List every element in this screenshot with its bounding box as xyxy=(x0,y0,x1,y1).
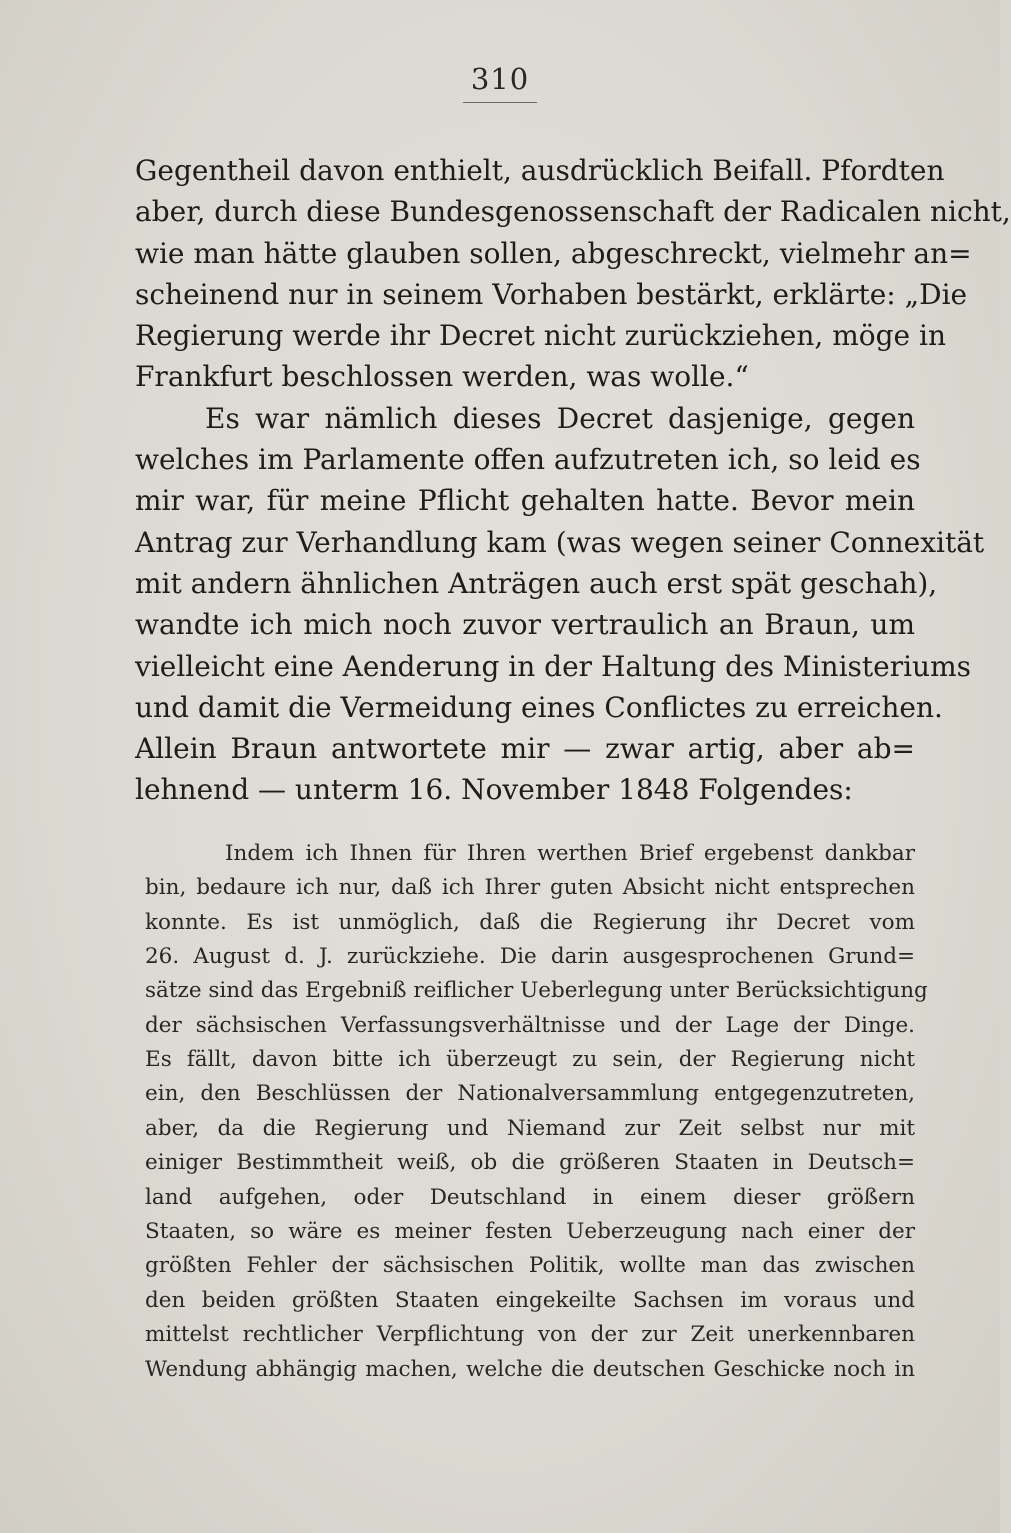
quote-line: ein, den Beschlüssen der Nationalversammlung entgegenzutreten, xyxy=(145,1081,915,1107)
quote-line: konnte. Es ist unmöglich, daß die Regierung ihr Decret vom xyxy=(145,909,915,935)
page-number: 310 xyxy=(463,62,537,103)
quote-line: einiger Bestimmtheit weiß, ob die größeren Staaten in Deutsch= xyxy=(145,1150,915,1176)
paragraph-2 xyxy=(135,398,985,811)
text-line: und damit die Vermeidung eines Conflictes zu erreichen. xyxy=(135,690,943,724)
quoted-letter xyxy=(135,837,928,1387)
paragraph-1 xyxy=(135,150,1011,398)
text-line: Es war nämlich dieses Decret dasjenige, gegen xyxy=(205,401,915,435)
quote-line: land aufgehen, oder Deutschland in einem dieser größern xyxy=(145,1184,915,1210)
text-line: wandte ich mich noch zuvor vertraulich an Braun, um xyxy=(135,608,915,642)
text-line: lehnend — unterm 16. November 1848 Folgendes: xyxy=(135,773,853,807)
quote-line: Indem ich Ihnen für Ihren werthen Brief ergebenst dankbar xyxy=(225,840,915,866)
quote-line: größten Fehler der sächsischen Politik, wollte man das zwischen xyxy=(145,1253,915,1279)
quote-line: Es fällt, davon bitte ich überzeugt zu sein, der Regierung nicht xyxy=(145,1047,915,1073)
text-line: scheinend nur in seinem Vorhaben bestärkt, erklärte: „Die xyxy=(135,277,968,311)
text-line: Frankfurt beschlossen werden, was wolle.“ xyxy=(135,360,749,394)
page-header xyxy=(0,62,1000,103)
text-line: welches im Parlamente offen aufzutreten ich, so leid es xyxy=(135,443,921,477)
quote-line: den beiden größten Staaten eingekeilte Sachsen im voraus und xyxy=(145,1287,915,1313)
text-line: wie man hätte glauben sollen, abgeschreckt, vielmehr an= xyxy=(135,236,972,270)
text-line: mit andern ähnlichen Anträgen auch erst spät geschah), xyxy=(135,566,938,600)
quote-line: sätze sind das Ergebniß reiflicher Ueberlegung unter Berücksichtigung xyxy=(145,978,928,1004)
text-line: Regierung werde ihr Decret nicht zurückziehen, möge in xyxy=(135,319,946,353)
text-line: Allein Braun antwortete mir — zwar artig, aber ab= xyxy=(135,732,915,766)
text-line: mir war, für meine Pflicht gehalten hatte. Bevor mein xyxy=(135,484,915,518)
text-line: Antrag zur Verhandlung kam (was wegen seiner Connexität xyxy=(135,525,985,559)
quote-line: aber, da die Regierung und Niemand zur Zeit selbst nur mit xyxy=(145,1115,915,1141)
text-line: vielleicht eine Aenderung in der Haltung des Ministeriums xyxy=(135,649,972,683)
quote-line: Staaten, so wäre es meiner festen Ueberzeugung nach einer der xyxy=(145,1219,915,1245)
text-line: aber, durch diese Bundesgenossenschaft der Radicalen nicht, xyxy=(135,195,1011,229)
quote-line: mittelst rechtlicher Verpflichtung von der zur Zeit unerkennbaren xyxy=(145,1322,915,1348)
quote-line: 26. August d. J. zurückziehe. Die darin ausgesprochenen Grund= xyxy=(145,943,915,969)
quote-line: der sächsischen Verfassungsverhältnisse und der Lage der Dinge. xyxy=(145,1012,915,1038)
text-line: Gegentheil davon enthielt, ausdrücklich Beifall. Pfordten xyxy=(135,154,945,187)
quote-line: bin, bedaure ich nur, daß ich Ihrer guten Absicht nicht entsprechen xyxy=(145,875,915,901)
quote-line: Wendung abhängig machen, welche die deutschen Geschicke noch in xyxy=(145,1356,915,1382)
body-text xyxy=(135,150,1011,1387)
